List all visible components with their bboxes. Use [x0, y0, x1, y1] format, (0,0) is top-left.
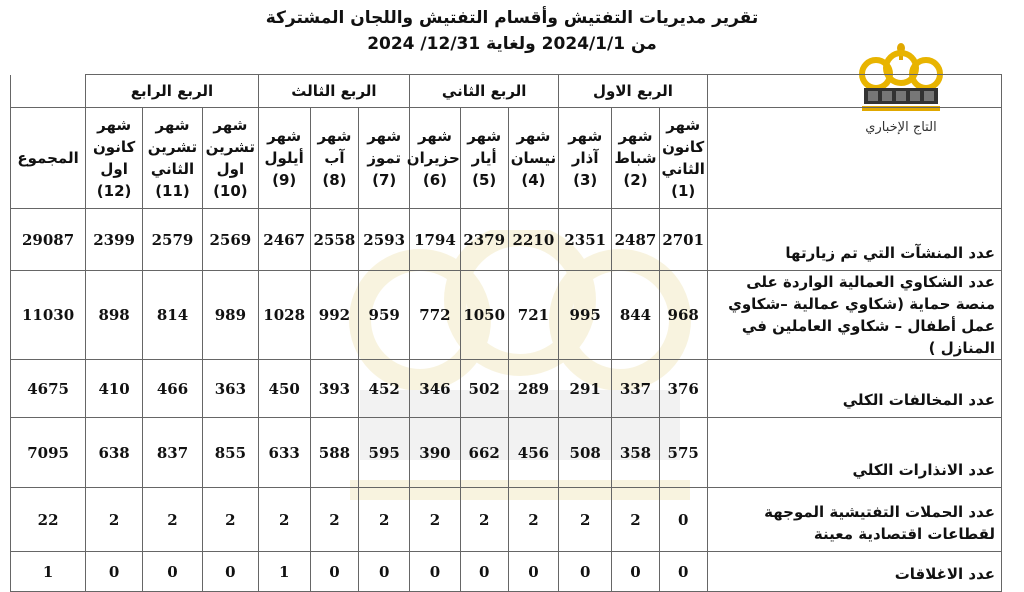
month-name: تموز [367, 149, 402, 167]
table-row [11, 209, 1002, 271]
month-word: شهر [213, 116, 248, 134]
month-name: تشرين الثاني [147, 138, 198, 178]
month-header [143, 108, 203, 209]
cell-value: 466 [143, 360, 203, 418]
month-number: (5) [472, 171, 497, 189]
table-row [11, 552, 1002, 592]
cell-value: 959 [359, 271, 410, 360]
cell-value: 989 [202, 271, 258, 360]
cell-value: 2467 [258, 209, 310, 271]
cell-value: 2 [86, 488, 143, 552]
cell-value: 0 [559, 552, 612, 592]
month-number: (8) [322, 171, 347, 189]
quarters-row [11, 75, 1002, 108]
month-word: شهر [666, 116, 701, 134]
cell-value: 450 [258, 360, 310, 418]
cell-value: 0 [508, 552, 559, 592]
month-header [559, 108, 612, 209]
month-number: (3) [573, 171, 598, 189]
month-header [508, 108, 559, 209]
month-header [202, 108, 258, 209]
logo-text: التاج الإخباري [865, 120, 937, 135]
cell-value: 2 [359, 488, 410, 552]
cell-value: 2 [410, 488, 461, 552]
month-name: آب [324, 149, 345, 167]
row-label: عدد الشكاوي العمالية الواردة على منصة حماية (شكاوي عمالية –شكاوي عمل أطفال – شكاوي العاملين في المنازل ) [707, 271, 1001, 360]
quarter-2-header: الربع الثاني [410, 75, 559, 108]
table-row [11, 418, 1002, 488]
month-header [460, 108, 508, 209]
row-label: عدد المنشآت التي تم زيارتها [707, 209, 1001, 271]
cell-value: 2 [202, 488, 258, 552]
month-header [659, 108, 707, 209]
month-header [612, 108, 660, 209]
month-number: (12) [96, 182, 132, 200]
month-number: (6) [422, 171, 448, 189]
cell-value: 0 [659, 488, 707, 552]
cell-value: 2379 [460, 209, 508, 271]
row-total: 22 [11, 488, 86, 552]
cell-value: 968 [659, 271, 707, 360]
cell-value: 508 [559, 418, 612, 488]
row-label: عدد الانذارات الكلي [707, 418, 1001, 488]
cell-value: 2 [612, 488, 660, 552]
cell-value: 452 [359, 360, 410, 418]
cell-value: 410 [86, 360, 143, 418]
inspection-report-table [10, 74, 1002, 592]
cell-value: 2 [460, 488, 508, 552]
cell-value: 2 [310, 488, 359, 552]
cell-value: 995 [559, 271, 612, 360]
month-name: أيلول [264, 149, 304, 167]
cell-value: 2558 [310, 209, 359, 271]
cell-value: 837 [143, 418, 203, 488]
cell-value: 2569 [202, 209, 258, 271]
cell-value: 2579 [143, 209, 203, 271]
cell-value: 992 [310, 271, 359, 360]
month-number: (2) [623, 171, 648, 189]
month-number: (11) [155, 182, 190, 200]
month-header [258, 108, 310, 209]
cell-value: 2 [559, 488, 612, 552]
month-word: شهر [317, 127, 352, 145]
row-label: عدد المخالفات الكلي [707, 360, 1001, 418]
month-word: شهر [417, 127, 452, 145]
quarter-3-header: الربع الثالث [258, 75, 409, 108]
quarter-4-header: الربع الرابع [86, 75, 259, 108]
cell-value: 0 [410, 552, 461, 592]
cell-value: 633 [258, 418, 310, 488]
row-total: 11030 [11, 271, 86, 360]
empty-header-cell [707, 75, 1001, 108]
cell-value: 337 [612, 360, 660, 418]
cell-value: 575 [659, 418, 707, 488]
month-name: شباط [614, 149, 657, 167]
cell-value: 376 [659, 360, 707, 418]
cell-value: 502 [460, 360, 508, 418]
month-word: شهر [367, 127, 402, 145]
table-row [11, 271, 1002, 360]
cell-value: 0 [310, 552, 359, 592]
row-total: 7095 [11, 418, 86, 488]
month-name: حزيران [406, 149, 460, 167]
cell-value: 2701 [659, 209, 707, 271]
month-number: (1) [671, 182, 696, 200]
quarter-1-header: الربع الاول [559, 75, 707, 108]
row-label: عدد الاغلاقات [707, 552, 1001, 592]
report-title: تقرير مديريات التفتيش وأقسام التفتيش واللجان المشتركة [265, 8, 759, 28]
cell-value: 588 [310, 418, 359, 488]
cell-value: 390 [410, 418, 461, 488]
row-total: 29087 [11, 209, 86, 271]
month-name: تشرين اول [205, 138, 256, 178]
month-word: شهر [467, 127, 502, 145]
months-row [11, 108, 1002, 209]
report-period: من 2024/1/1 ولغاية 12/31/ 2024 [367, 34, 657, 54]
month-header [86, 108, 143, 209]
cell-value: 2 [508, 488, 559, 552]
cell-value: 2399 [86, 209, 143, 271]
month-name: آذار [571, 149, 599, 167]
empty-corner-cell [11, 75, 86, 108]
cell-value: 855 [202, 418, 258, 488]
cell-value: 595 [359, 418, 410, 488]
table-row [11, 360, 1002, 418]
cell-value: 393 [310, 360, 359, 418]
cell-value: 2 [258, 488, 310, 552]
cell-value: 0 [86, 552, 143, 592]
month-word: شهر [267, 127, 302, 145]
month-number: (4) [521, 171, 546, 189]
cell-value: 0 [359, 552, 410, 592]
cell-value: 638 [86, 418, 143, 488]
cell-value: 721 [508, 271, 559, 360]
cell-value: 1028 [258, 271, 310, 360]
cell-value: 2351 [559, 209, 612, 271]
month-number: (7) [372, 171, 397, 189]
cell-value: 346 [410, 360, 461, 418]
table-row [11, 488, 1002, 552]
month-header [406, 108, 461, 209]
month-header [310, 108, 359, 209]
cell-value: 772 [410, 271, 461, 360]
month-word: شهر [618, 127, 653, 145]
month-word: شهر [516, 127, 551, 145]
month-number: (9) [272, 171, 297, 189]
cell-value: 1050 [460, 271, 508, 360]
cell-value: 1794 [410, 209, 461, 271]
month-word: شهر [155, 116, 190, 134]
cell-value: 291 [559, 360, 612, 418]
cell-value: 662 [460, 418, 508, 488]
cell-value: 0 [460, 552, 508, 592]
month-name: كانون اول [93, 138, 136, 178]
month-number: (10) [213, 182, 248, 200]
month-name: كانون الثاني [661, 138, 705, 178]
cell-value: 2210 [508, 209, 559, 271]
cell-value: 0 [202, 552, 258, 592]
month-word: شهر [97, 116, 132, 134]
row-total: 1 [11, 552, 86, 592]
total-header: المجموع [11, 108, 86, 209]
month-word: شهر [568, 127, 603, 145]
cell-value: 289 [508, 360, 559, 418]
cell-value: 844 [612, 271, 660, 360]
cell-value: 0 [143, 552, 203, 592]
cell-value: 456 [508, 418, 559, 488]
row-total: 4675 [11, 360, 86, 418]
cell-value: 0 [659, 552, 707, 592]
empty-label-cell [707, 108, 1001, 209]
cell-value: 2 [143, 488, 203, 552]
cell-value: 0 [612, 552, 660, 592]
month-name: أيار [471, 149, 497, 167]
cell-value: 1 [258, 552, 310, 592]
row-label: عدد الحملات التفتيشية الموجهة لقطاعات اقتصادية معينة [707, 488, 1001, 552]
cell-value: 2487 [612, 209, 660, 271]
cell-value: 358 [612, 418, 660, 488]
month-name: نيسان [510, 149, 557, 167]
cell-value: 2593 [359, 209, 410, 271]
cell-value: 814 [143, 271, 203, 360]
cell-value: 898 [86, 271, 143, 360]
cell-value: 363 [202, 360, 258, 418]
month-header [359, 108, 410, 209]
